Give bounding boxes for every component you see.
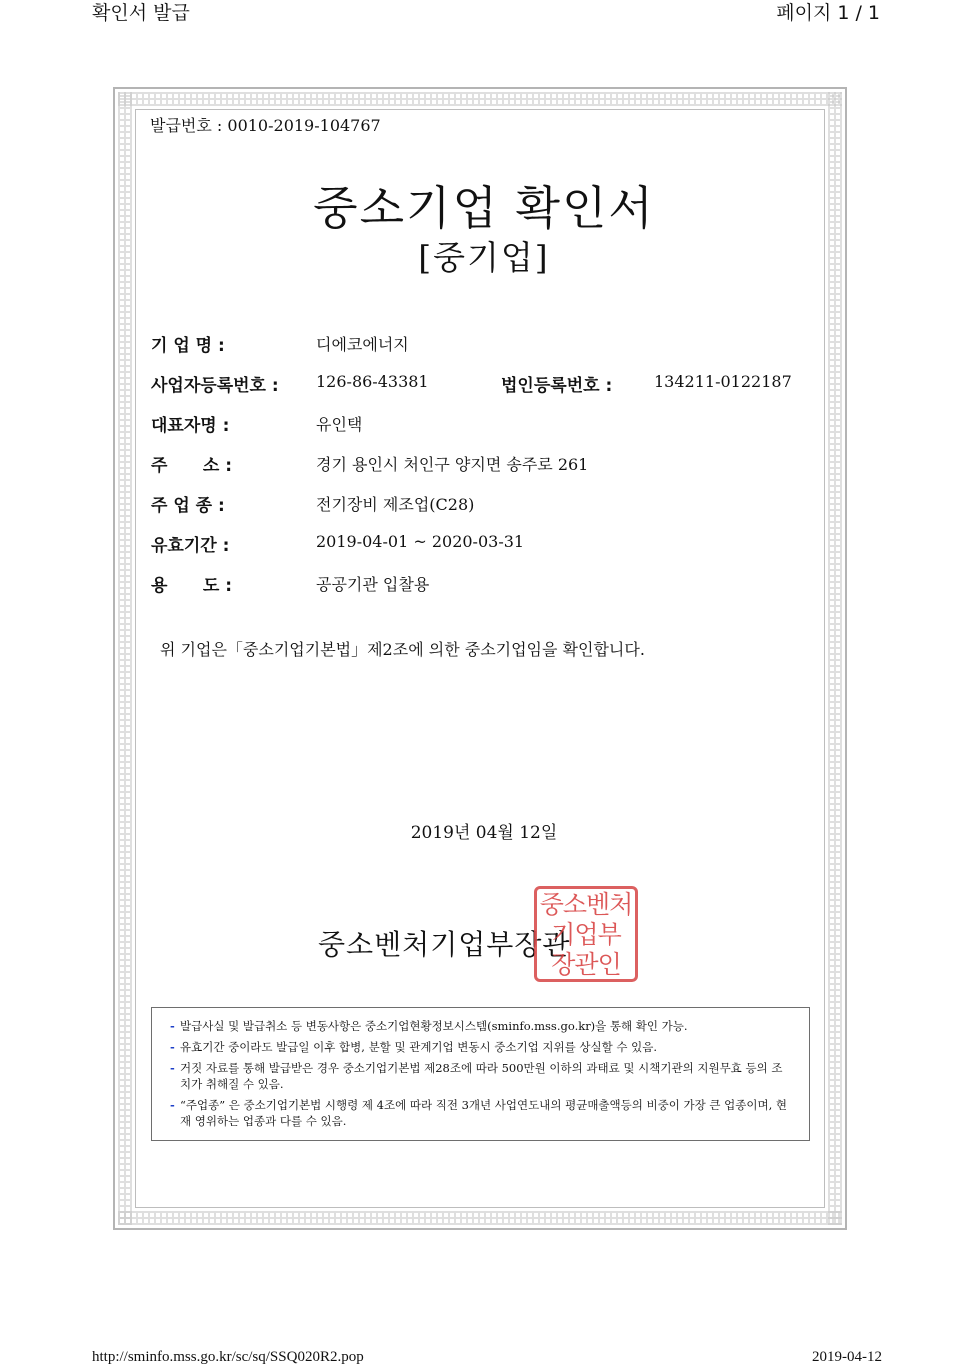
header-title: 확인서 발급 [92, 2, 190, 24]
purpose-label: 용 도 : [151, 576, 233, 596]
issue-number: 발급번호 : 0010-2019-104767 [150, 116, 381, 135]
validity-value: 2019-04-01 ~ 2020-03-31 [316, 532, 525, 551]
address-label: 주 소 : [151, 456, 233, 476]
seal-line: 장관인 [551, 950, 621, 979]
corporate-registration-value: 134211-0122187 [654, 372, 792, 391]
notice-item: - 발급사실 및 발급취소 등 변동사항은 중소기업현황정보시스템(sminfo.mss.go.kr)을 통해 확인 가능. [170, 1018, 793, 1034]
document-subtitle: [중기업] [418, 238, 550, 277]
business-registration-value: 126-86-43381 [316, 372, 429, 391]
company-name-label: 기 업 명 : [151, 336, 225, 356]
issuer-name: 중소벤처기업부장관 [318, 928, 571, 961]
seal-line: 기업부 [551, 920, 621, 949]
notice-item: - 거짓 자료를 통해 발급받은 경우 중소기업기본법 제28조에 따라 500만원 이하의 과태료 및 시책기관의 지원무효 등의 조치가 취해질 수 있음. [170, 1060, 793, 1092]
business-registration-label: 사업자등록번호 : [151, 376, 279, 396]
seal-line: 중소벤처 [539, 890, 633, 919]
certification-statement: 위 기업은「중소기업기본법」제2조에 의한 중소기업임을 확인합니다. [160, 640, 645, 659]
notice-item: - 유효기간 중이라도 발급일 이후 합병, 분할 및 관계기업 변동시 중소기업 지위를 상실할 수 있음. [170, 1039, 793, 1055]
notice-item: - “주업종” 은 중소기업기본법 시행령 제 4조에 따라 직전 3개년 사업연도내의 평균매출액등의 비중이 가장 큰 업종이며, 현재 영위하는 업종과 다를 수 있음. [170, 1097, 793, 1129]
main-industry-label: 주 업 종 : [151, 496, 225, 516]
footer-date: 2019-04-12 [812, 1349, 882, 1365]
ceo-label: 대표자명 : [151, 416, 230, 436]
official-seal [534, 886, 638, 982]
main-industry-value: 전기장비 제조업(C28) [316, 495, 475, 514]
purpose-value: 공공기관 입찰용 [316, 575, 430, 594]
address-value: 경기 용인시 처인구 양지면 송주로 261 [316, 455, 589, 474]
page-indicator: 페이지 1 / 1 [776, 2, 880, 24]
corporate-registration-label: 법인등록번호 : [501, 376, 613, 396]
frame-border-top [118, 92, 842, 106]
footer-url: http://sminfo.mss.go.kr/sc/sq/SSQ020R2.pop [92, 1349, 364, 1365]
document-title: 중소기업 확인서 [313, 181, 655, 235]
notice-box [151, 1007, 810, 1141]
validity-label: 유효기간 : [151, 536, 230, 556]
company-name-value: 디에코에너지 [316, 335, 409, 354]
frame-border-bottom [118, 1211, 842, 1225]
ceo-value: 유인택 [316, 415, 363, 434]
issue-date: 2019년 04월 12일 [410, 823, 558, 843]
